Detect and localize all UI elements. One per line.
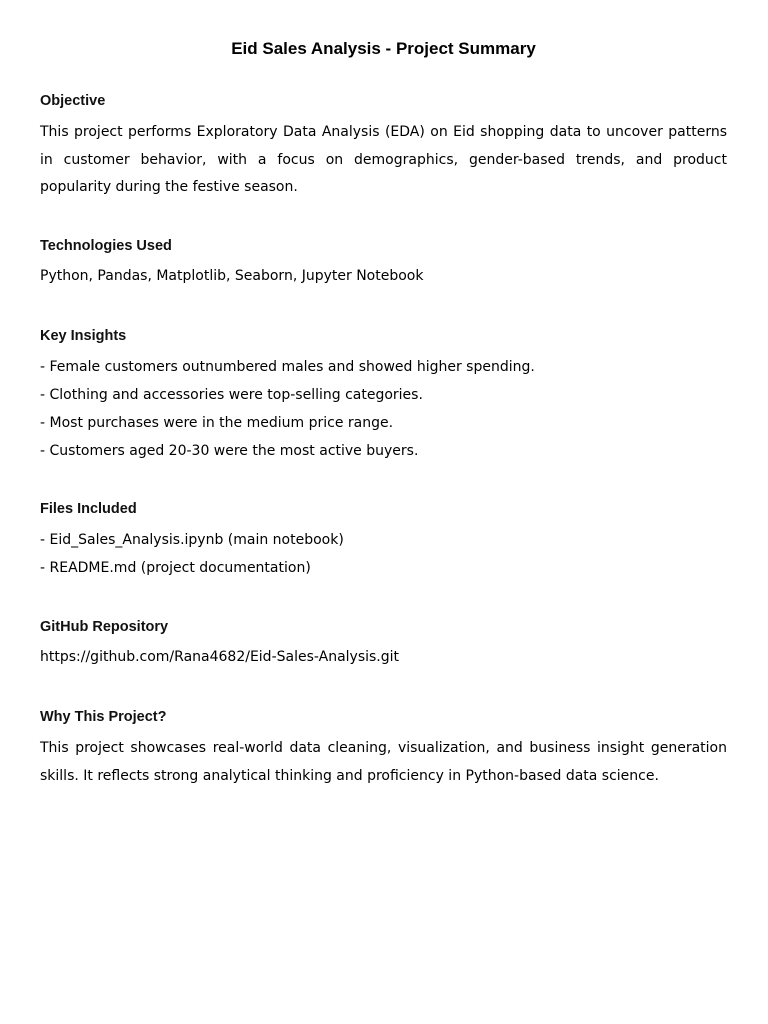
- insight-item: - Customers aged 20-30 were the most active buyers.: [40, 443, 419, 459]
- why-paragraph: This project showcases real-world data cleaning, visualization, and business insight generation skills. It reflects strong analytical thinking and proficiency in Python-based data science.: [40, 740, 727, 784]
- files-list: [40, 526, 727, 582]
- insight-item: - Clothing and accessories were top-selling categories.: [40, 387, 423, 403]
- objective-paragraph: This project performs Exploratory Data Analysis (EDA) on Eid shopping data to uncover patterns in customer behavior, with a focus on demographics, gender-based trends, and product popularity during the festive season.: [40, 124, 727, 195]
- file-item: - Eid_Sales_Analysis.ipynb (main notebook): [40, 532, 344, 548]
- section-heading-why: Why This Project?: [40, 709, 167, 725]
- section-heading-technologies: Technologies Used: [40, 238, 172, 254]
- insight-item: - Most purchases were in the medium price range.: [40, 415, 394, 431]
- section-why-this-project: [40, 707, 727, 790]
- section-heading-objective: Objective: [40, 93, 106, 109]
- section-heading-github: GitHub Repository: [40, 619, 169, 635]
- section-github-repository: [40, 617, 727, 667]
- insight-item: - Female customers outnumbered males and showed higher spending.: [40, 359, 535, 375]
- document-title: Eid Sales Analysis - Project Summary: [231, 39, 536, 58]
- section-technologies: [40, 236, 727, 286]
- section-heading-key-insights: Key Insights: [40, 328, 127, 344]
- section-objective: [40, 91, 727, 202]
- file-item: - README.md (project documentation): [40, 560, 311, 576]
- section-heading-files-included: Files Included: [40, 501, 137, 517]
- section-key-insights: [40, 326, 727, 465]
- section-files-included: [40, 499, 727, 582]
- technologies-text: Python, Pandas, Matplotlib, Seaborn, Jupyter Notebook: [40, 268, 424, 284]
- insights-list: [40, 353, 727, 465]
- github-url-text: https://github.com/Rana4682/Eid-Sales-Analysis.git: [40, 649, 400, 665]
